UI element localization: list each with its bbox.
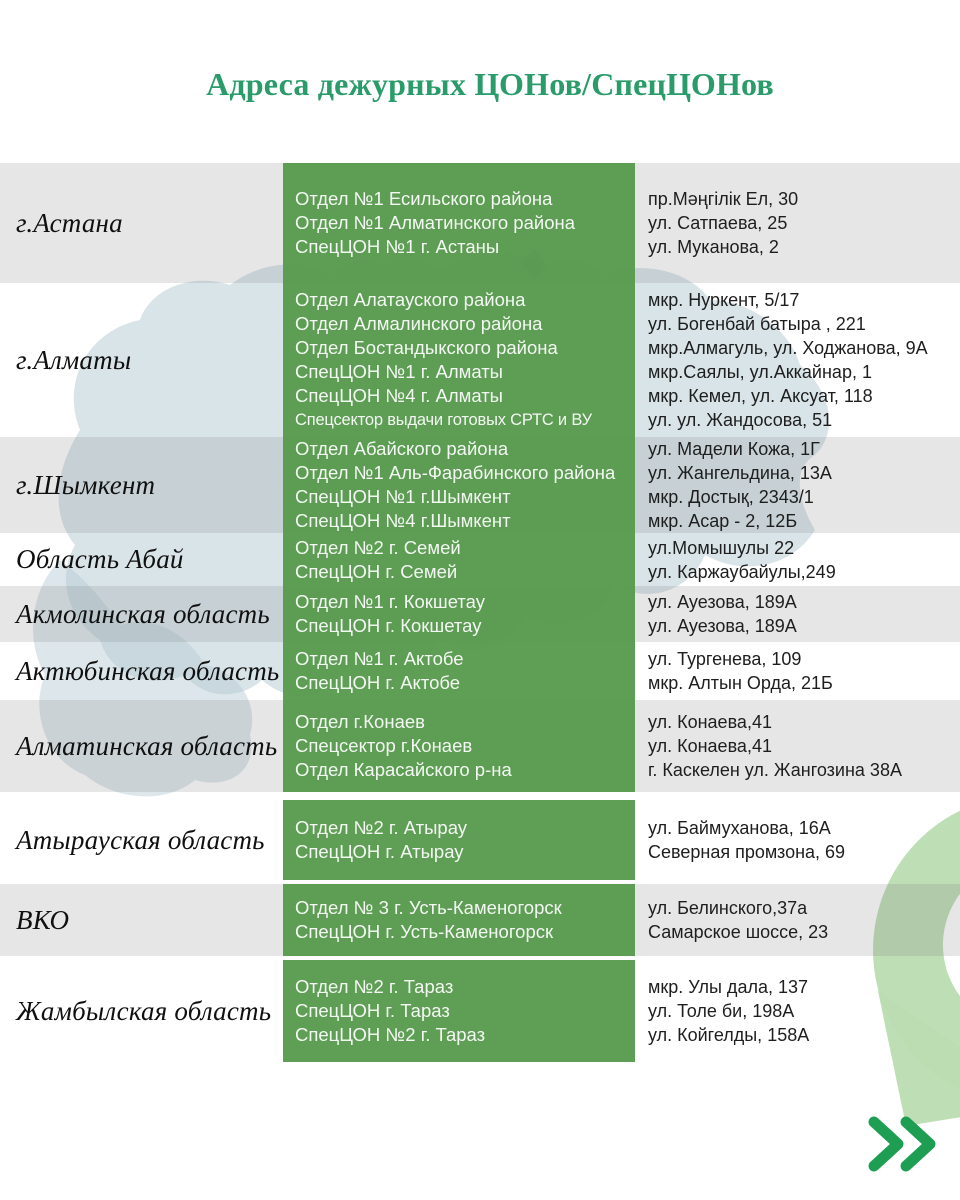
address-line: ул. Мадели Кожа, 1Г (648, 439, 820, 459)
address-line: мкр. Улы дала, 137 (648, 977, 808, 997)
departments-cell (283, 884, 635, 956)
department-line: Отдел Бостандыкского района (295, 337, 558, 358)
addresses-cell (635, 884, 960, 956)
address-line: ул. Толе би, 198А (648, 1001, 795, 1021)
departments-cell (283, 700, 635, 792)
region-name: г.Шымкент (16, 469, 156, 500)
addresses-cell (635, 437, 960, 533)
department-line: Отдел №1 Аль-Фарабинского района (295, 462, 616, 483)
address-line: мкр.Алмагуль, ул. Ходжанова, 9А (648, 338, 928, 358)
address-line: ул. Конаева,41 (648, 712, 772, 732)
department-line: Отдел Абайского района (295, 438, 509, 459)
address-line: ул. Баймуханова, 16А (648, 818, 831, 838)
department-line: Спецсектор выдачи готовых СРТС и ВУ (295, 411, 592, 429)
table-row (0, 642, 960, 700)
address-line: пр.Мәңгілік Ел, 30 (648, 189, 799, 209)
department-line: СпецЦОН №1 г. Астаны (295, 236, 500, 257)
page-title: Адреса дежурных ЦОНов/СпецЦОНов (206, 66, 774, 102)
address-line: ул. Жангельдина, 13А (648, 463, 832, 483)
address-line: ул. Конаева,41 (648, 736, 772, 756)
address-line: ул. Койгелды, 158А (648, 1025, 810, 1045)
department-line: СпецЦОН №2 г. Тараз (295, 1024, 486, 1045)
department-line: Отдел №2 г. Тараз (295, 976, 454, 997)
address-line: г. Каскелен ул. Жангозина 38А (648, 760, 902, 780)
addresses-cell (635, 700, 960, 792)
address-line: мкр. Нуркент, 5/17 (648, 290, 800, 310)
table-row (0, 283, 960, 437)
region-name: Область Абай (16, 544, 184, 574)
addresses-cell (635, 800, 960, 880)
department-line: Отдел №1 г. Актобе (295, 648, 464, 669)
region-name: г.Алматы (16, 344, 132, 375)
address-line: ул. Каржаубайулы,249 (648, 561, 836, 582)
department-line: Отдел № 3 г. Усть-Каменогорск (295, 897, 562, 918)
table-row (0, 700, 960, 792)
department-line: СпецЦОН г. Тараз (295, 1000, 450, 1021)
address-line: Самарское шоссе, 23 (648, 922, 829, 942)
address-line: ул. Муканова, 2 (648, 237, 779, 257)
address-line: ул. Сатпаева, 25 (648, 213, 788, 233)
regions-table (0, 163, 960, 1062)
addresses-cell (635, 283, 960, 437)
address-line: ул. Ауезова, 189А (648, 592, 797, 612)
addresses-cell (635, 960, 960, 1062)
department-line: СпецЦОН №4 г.Шымкент (295, 510, 511, 531)
region-name: Атырауская область (16, 824, 265, 855)
department-line: СпецЦОН №1 г.Шымкент (295, 486, 511, 507)
department-line: Отдел г.Конаев (295, 711, 425, 732)
departments-cell (283, 163, 635, 283)
department-line: СпецЦОН г. Усть-Каменогорск (295, 921, 554, 942)
department-line: Отдел Алатауского района (295, 289, 526, 310)
table-row (0, 437, 960, 533)
table-row (0, 960, 960, 1062)
address-line: ул.Момышулы 22 (648, 537, 795, 558)
row-separator (0, 792, 960, 800)
departments-cell (283, 586, 635, 642)
table-row (0, 163, 960, 283)
table-row (0, 586, 960, 642)
table-row (0, 800, 960, 880)
departments-cell (283, 437, 635, 533)
region-name: ВКО (16, 904, 70, 935)
department-line: Отдел Карасайского р-на (295, 759, 512, 780)
address-line: ул. Ауезова, 189А (648, 616, 797, 636)
department-line: СпецЦОН №4 г. Алматы (295, 385, 503, 406)
address-line: мкр. Асар - 2, 12Б (648, 511, 798, 531)
department-line: Отдел №2 г. Семей (295, 536, 461, 558)
address-line: ул. ул. Жандосова, 51 (648, 410, 833, 430)
department-line: СпецЦОН г. Кокшетау (295, 615, 482, 636)
department-line: СпецЦОН г. Актобе (295, 672, 461, 693)
address-line: мкр. Алтын Орда, 21Б (648, 673, 833, 693)
addresses-cell (635, 533, 960, 586)
department-line: СпецЦОН г. Атырау (295, 841, 464, 862)
address-line: мкр. Достық, 2343/1 (648, 487, 814, 507)
departments-cell (283, 533, 635, 586)
region-name: Жамбылская область (16, 995, 272, 1026)
region-name: г.Астана (16, 207, 123, 238)
addresses-cell (635, 586, 960, 642)
departments-cell (283, 283, 635, 437)
addresses-cell (635, 642, 960, 700)
addresses-cell (635, 163, 960, 283)
address-line: ул. Тургенева, 109 (648, 649, 802, 669)
double-chevron-right-icon[interactable] (866, 1114, 940, 1174)
region-name: Алматинская область (16, 730, 278, 761)
table-row (0, 533, 960, 586)
department-line: Отдел №1 Есильского района (295, 188, 553, 209)
department-line: Отдел Алмалинского района (295, 313, 543, 334)
address-line: мкр.Саялы, ул.Аккайнар, 1 (648, 362, 872, 382)
table-row (0, 884, 960, 956)
department-line: Спецсектор г.Конаев (295, 735, 473, 756)
address-line: мкр. Кемел, ул. Аксуат, 118 (648, 386, 873, 406)
region-name: Акмолинская область (16, 598, 270, 629)
department-line: СпецЦОН г. Семей (295, 560, 458, 582)
address-line: ул. Богенбай батыра , 221 (648, 314, 866, 334)
departments-cell (283, 800, 635, 880)
department-line: СпецЦОН №1 г. Алматы (295, 361, 503, 382)
department-line: Отдел №1 г. Кокшетау (295, 591, 485, 612)
address-line: Северная промзона, 69 (648, 842, 846, 862)
region-name: Актюбинская область (16, 655, 280, 686)
department-line: Отдел №2 г. Атырау (295, 817, 468, 838)
departments-cell (283, 642, 635, 700)
department-line: Отдел №1 Алматинского района (295, 212, 576, 233)
departments-cell (283, 960, 635, 1062)
address-line: ул. Белинского,37а (648, 898, 808, 918)
